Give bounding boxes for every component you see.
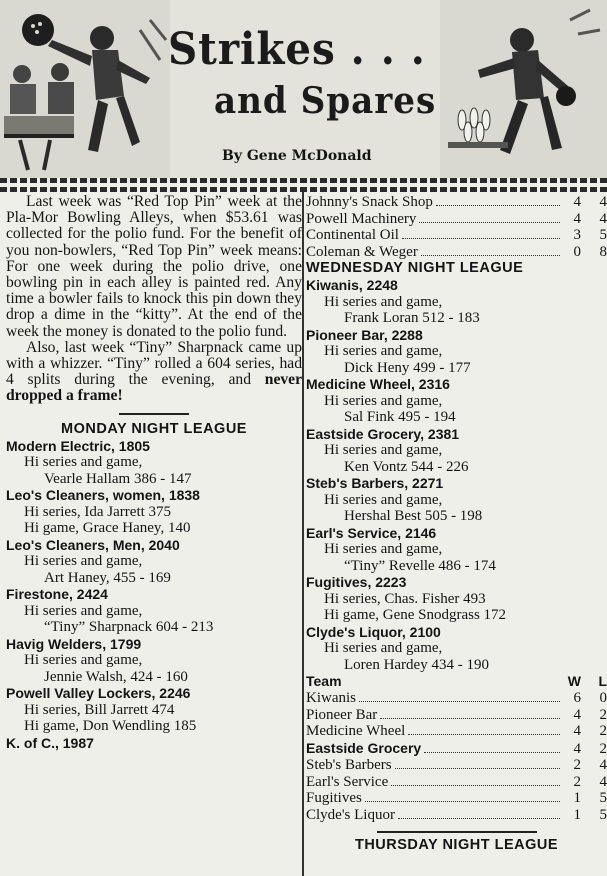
standings-team-name: Fugitives bbox=[306, 790, 362, 806]
team-result-line: Kiwanis, 2248 bbox=[306, 277, 398, 293]
bowler-result-line: Hi series and game, bbox=[24, 454, 143, 471]
standings-losses: 4 bbox=[599, 773, 607, 790]
standings-wins: 1 bbox=[573, 806, 581, 823]
bowler-result-line: Hi series and game, bbox=[24, 652, 143, 669]
standings-team-name: Medicine Wheel bbox=[306, 723, 406, 739]
standings-wins: 4 bbox=[573, 723, 581, 739]
leader-dots bbox=[402, 238, 560, 239]
bowler-result-line: Jennie Walsh, 424 - 160 bbox=[44, 668, 188, 685]
bowler-result-line: Hi game, Gene Snodgrass 172 bbox=[324, 607, 507, 623]
standings-losses: 2 bbox=[599, 740, 607, 757]
standings-team-name: Powell Machinery bbox=[306, 210, 417, 227]
standings-row bbox=[306, 723, 607, 740]
standings-row bbox=[306, 227, 607, 244]
standings-team-name: Coleman & Weger bbox=[306, 243, 418, 260]
wednesday-league-results bbox=[306, 277, 607, 673]
standings-header-wins: W bbox=[567, 673, 581, 689]
standings-row bbox=[306, 244, 607, 261]
section-rule bbox=[119, 413, 189, 415]
bowler-result-line: Dick Heny 499 - 177 bbox=[344, 359, 471, 376]
standings-wins: 2 bbox=[573, 757, 581, 773]
bowler-result-line: Hi series and game, bbox=[324, 343, 443, 359]
standings-wins: 3 bbox=[573, 227, 581, 243]
team-result-line: Leo's Cleaners, women, 1838 bbox=[6, 487, 200, 504]
bowler-result-line: “Tiny” Revelle 486 - 174 bbox=[344, 557, 496, 574]
bowler-illustration bbox=[440, 0, 607, 178]
bowler-result-line: Frank Loran 512 - 183 bbox=[344, 310, 480, 326]
team-result-line: Pioneer Bar, 2288 bbox=[306, 326, 423, 343]
standings-header-team: Team bbox=[306, 673, 342, 689]
bowler-result-line: Hi game, Grace Haney, 140 bbox=[24, 520, 191, 537]
standings-team-name: Steb's Barbers bbox=[306, 757, 392, 773]
leader-dots bbox=[380, 718, 560, 719]
standings-team-name: Pioneer Bar bbox=[306, 706, 378, 723]
bowling-crowd-illustration bbox=[0, 0, 170, 178]
standings-row bbox=[306, 707, 607, 724]
wednesday-standings bbox=[306, 690, 607, 823]
left-column bbox=[6, 194, 302, 876]
bowler-result-line: Hi series, Bill Jarrett 474 bbox=[24, 701, 175, 718]
bowler-result-line: Ken Vontz 544 - 226 bbox=[344, 458, 469, 475]
standings-row bbox=[306, 690, 607, 707]
standings-losses: 5 bbox=[599, 806, 607, 823]
bowler-result-line: Hi series and game, bbox=[24, 553, 143, 570]
team-result-line: Firestone, 2424 bbox=[6, 586, 108, 603]
column-divider bbox=[302, 192, 304, 876]
leader-dots bbox=[359, 701, 560, 702]
bowler-result-line: Loren Hardey 434 - 190 bbox=[344, 656, 489, 673]
team-result-line: Fugitives, 2223 bbox=[306, 574, 407, 590]
standings-team-name: Johnny's Snack Shop bbox=[306, 194, 433, 210]
team-result-line: Leo's Cleaners, Men, 2040 bbox=[6, 536, 180, 553]
team-result-line: Clyde's Liquor, 2100 bbox=[306, 623, 441, 640]
standings-losses: 5 bbox=[599, 227, 607, 243]
section-rule bbox=[377, 831, 537, 833]
standings-losses: 2 bbox=[599, 706, 607, 723]
column-title-line2: and Spares bbox=[214, 80, 437, 122]
bowler-result-line: Hershal Best 505 - 198 bbox=[344, 508, 483, 524]
bowler-result-line: Hi series and game, bbox=[324, 640, 443, 656]
standings-row bbox=[306, 774, 607, 791]
standings-wins: 0 bbox=[573, 243, 581, 260]
standings-row bbox=[306, 790, 607, 807]
byline: By Gene McDonald bbox=[222, 148, 372, 164]
standings-losses: 4 bbox=[599, 210, 607, 227]
standings-header-losses: L bbox=[598, 673, 607, 689]
team-result-line: Eastside Grocery, 2381 bbox=[306, 425, 460, 442]
bowler-result-line: Hi series, Chas. Fisher 493 bbox=[324, 590, 486, 607]
bowler-result-line: Sal Fink 495 - 194 bbox=[344, 409, 456, 425]
team-result-line: Steb's Barbers, 2271 bbox=[306, 475, 444, 491]
standings-row bbox=[306, 757, 607, 774]
standings-losses: 8 bbox=[599, 243, 607, 260]
standings-wins: 6 bbox=[573, 690, 581, 706]
bowler-result-line: Hi series and game, bbox=[324, 541, 443, 557]
standings-team-name: Eastside Grocery bbox=[306, 739, 422, 756]
right-column bbox=[306, 194, 607, 876]
standings-wins: 2 bbox=[573, 773, 581, 790]
bowler-result-line: Hi series and game, bbox=[324, 491, 443, 508]
banner-divider bbox=[0, 178, 607, 192]
bowler-result-line: Vearle Hallam 386 - 147 bbox=[44, 470, 192, 487]
standings-team-name: Continental Oil bbox=[306, 227, 399, 243]
leader-dots bbox=[391, 785, 560, 786]
intro-paragraph-2-text: Also, last week “Tiny” Sharpnack came up with a whizzer. “Tiny” rolled a 604 series, had 4 splits during the evening, and bbox=[6, 338, 302, 389]
bowler-result-line: Hi series and game, bbox=[324, 293, 443, 310]
leader-dots bbox=[408, 734, 560, 735]
team-result-line: K. of C., 1987 bbox=[6, 734, 94, 751]
standings-losses: 4 bbox=[599, 194, 607, 210]
standings-wins: 4 bbox=[573, 706, 581, 723]
intro-paragraph-1: Last week was “Red Top Pin” week at the Pla-Mor Bowling Alleys, when $53.61 was collected for the polio fund. For the benefit of you non-bowlers, “Red Top Pin” week means: For one week during the polio drive, one bowling pin in each alley is painted red. Any time a bowler fails to knock this pin down they drop a dime in the “kitty”. At the end of the week the money is donated to the polio fund. bbox=[6, 194, 302, 340]
leader-dots bbox=[424, 752, 560, 753]
standings-losses: 0 bbox=[599, 690, 607, 706]
standings-wins: 4 bbox=[573, 740, 581, 757]
monday-league-heading: MONDAY NIGHT LEAGUE bbox=[61, 420, 247, 437]
standings-row bbox=[306, 194, 607, 211]
wednesday-league-heading: WEDNESDAY NIGHT LEAGUE bbox=[306, 260, 524, 276]
standings-row bbox=[306, 807, 607, 824]
team-result-line: Medicine Wheel, 2316 bbox=[306, 376, 450, 392]
previous-league-standings bbox=[306, 194, 607, 260]
leader-dots bbox=[395, 768, 560, 769]
bowler-result-line: Hi series and game, bbox=[324, 442, 443, 458]
leader-dots bbox=[419, 222, 560, 223]
bowler-result-line: “Tiny” Sharpnack 604 - 213 bbox=[44, 619, 214, 636]
standings-header bbox=[306, 673, 607, 690]
bowler-result-line: Hi series and game, bbox=[24, 602, 143, 619]
bowler-result-line: Hi series, Ida Jarrett 375 bbox=[24, 503, 172, 520]
standings-team-name: Kiwanis bbox=[306, 690, 356, 706]
column-banner bbox=[0, 0, 607, 178]
bowler-result-line: Art Haney, 455 - 169 bbox=[44, 569, 171, 586]
standings-losses: 4 bbox=[599, 757, 607, 773]
standings-team-name: Earl's Service bbox=[306, 773, 389, 790]
standings-wins: 1 bbox=[573, 790, 581, 806]
leader-dots bbox=[436, 205, 560, 206]
leader-dots bbox=[398, 818, 560, 819]
standings-row bbox=[306, 740, 607, 758]
team-result-line: Earl's Service, 2146 bbox=[306, 524, 437, 541]
standings-row bbox=[306, 211, 607, 228]
standings-wins: 4 bbox=[573, 194, 581, 210]
leader-dots bbox=[365, 801, 560, 802]
standings-wins: 4 bbox=[573, 210, 581, 227]
team-result-line: Modern Electric, 1805 bbox=[6, 437, 150, 454]
leader-dots bbox=[421, 255, 560, 256]
thursday-league-heading: THURSDAY NIGHT LEAGUE bbox=[354, 837, 559, 853]
intro-paragraph-2 bbox=[6, 340, 302, 405]
intro-paragraph-2-emphasis: never dropped a frame! bbox=[6, 371, 302, 405]
standings-losses: 5 bbox=[599, 790, 607, 806]
column-title-line1: Strikes . . . bbox=[168, 24, 426, 75]
team-result-line: Powell Valley Lockers, 2246 bbox=[6, 685, 191, 702]
bowler-result-line: Hi game, Don Wendling 185 bbox=[24, 718, 197, 735]
standings-team-name: Clyde's Liquor bbox=[306, 806, 395, 823]
standings-losses: 2 bbox=[599, 723, 607, 739]
bowler-result-line: Hi series and game, bbox=[324, 392, 443, 409]
monday-league-results bbox=[6, 438, 302, 752]
team-result-line: Havig Welders, 1799 bbox=[6, 635, 142, 652]
